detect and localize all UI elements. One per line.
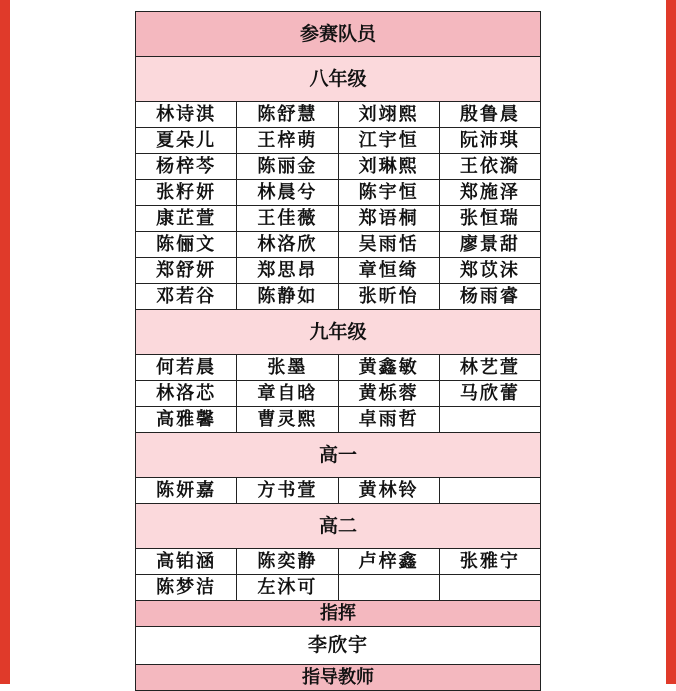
member-name: 卢梓鑫 [338,549,439,575]
table-row [136,258,541,284]
member-name: 郑思昂 [237,258,338,284]
member-name: 郑施泽 [439,180,540,206]
member-name: 陈舒慧 [237,102,338,128]
table-row [136,180,541,206]
member-name: 左沐可 [237,575,338,601]
member-name: 曹灵熙 [237,407,338,433]
member-name: 黄栎蓉 [338,381,439,407]
table-row [136,575,541,601]
member-name: 刘琳熙 [338,154,439,180]
roster-title: 参赛队员 [136,12,541,57]
table-row [136,355,541,381]
member-name: 殷鲁晨 [439,102,540,128]
member-name: 康芷萱 [136,206,237,232]
member-name: 杨雨睿 [439,284,540,310]
member-name: 高雅馨 [136,407,237,433]
member-name [439,575,540,601]
member-name: 刘翊熙 [338,102,439,128]
member-name: 章恒绮 [338,258,439,284]
member-name: 郑舒妍 [136,258,237,284]
member-name: 黄鑫敏 [338,355,439,381]
member-name: 方书萱 [237,478,338,504]
member-name: 郑语桐 [338,206,439,232]
grade-header: 高二 [136,504,541,549]
member-name: 陈静如 [237,284,338,310]
right-red-border [666,0,676,684]
table-row [136,407,541,433]
member-name: 陈奕静 [237,549,338,575]
member-name: 章自晗 [237,381,338,407]
member-name: 邓若谷 [136,284,237,310]
table-row [136,154,541,180]
member-name: 林洛芯 [136,381,237,407]
member-name: 王梓萌 [237,128,338,154]
left-red-border [0,0,10,684]
member-name: 王依漪 [439,154,540,180]
member-name: 黄林铃 [338,478,439,504]
member-name: 林诗淇 [136,102,237,128]
table-row [136,232,541,258]
member-name: 马欣蕾 [439,381,540,407]
table-row [136,284,541,310]
member-name: 高铂涵 [136,549,237,575]
member-name: 林晨兮 [237,180,338,206]
grade-header: 九年级 [136,310,541,355]
member-name: 张墨 [237,355,338,381]
grade-header: 八年级 [136,57,541,102]
table-row [136,478,541,504]
member-name: 陈宇恒 [338,180,439,206]
member-name: 林艺萱 [439,355,540,381]
member-name [439,478,540,504]
table-row [136,102,541,128]
member-name: 杨梓芩 [136,154,237,180]
member-name: 陈梦洁 [136,575,237,601]
member-name: 吴雨恬 [338,232,439,258]
member-name: 陈俪文 [136,232,237,258]
member-name: 江宇恒 [338,128,439,154]
conductor-header: 指挥 [136,601,541,627]
member-name: 张昕怡 [338,284,439,310]
member-name [338,575,439,601]
member-name: 何若晨 [136,355,237,381]
table-row [136,128,541,154]
member-name: 阮沛琪 [439,128,540,154]
roster-table [135,11,541,691]
member-name: 林洛欣 [237,232,338,258]
member-name: 卓雨哲 [338,407,439,433]
member-name: 张恒瑞 [439,206,540,232]
conductor-name: 李欣宇 [136,627,541,665]
member-name: 夏朵儿 [136,128,237,154]
member-name: 陈妍嘉 [136,478,237,504]
teacher-header: 指导教师 [136,665,541,691]
member-name: 郑苡沫 [439,258,540,284]
table-row [136,549,541,575]
member-name: 王佳薇 [237,206,338,232]
table-row [136,381,541,407]
member-name: 张雅宁 [439,549,540,575]
grade-header: 高一 [136,433,541,478]
member-name: 廖景甜 [439,232,540,258]
table-row [136,206,541,232]
member-name [439,407,540,433]
member-name: 张籽妍 [136,180,237,206]
member-name: 陈丽金 [237,154,338,180]
